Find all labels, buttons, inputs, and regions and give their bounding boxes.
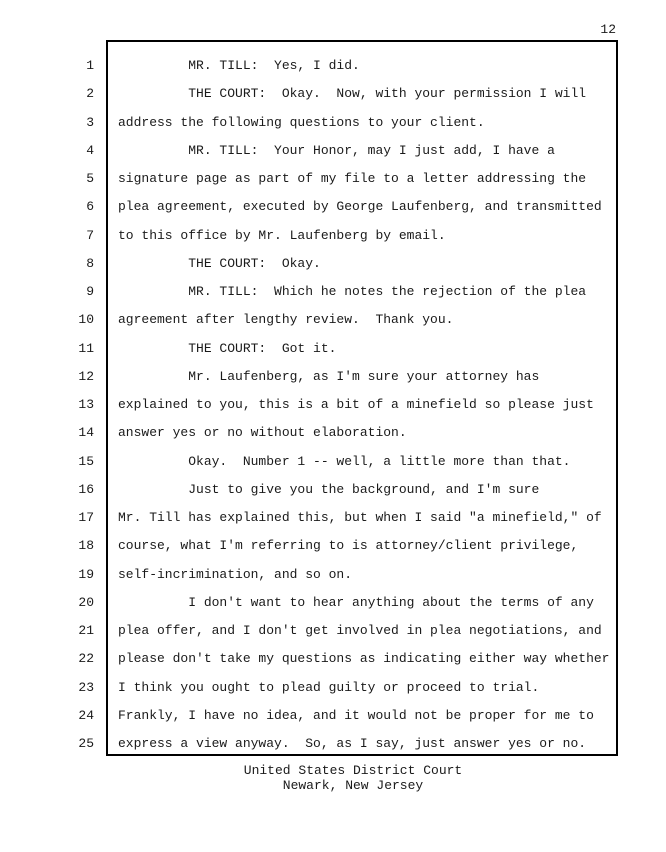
line-number: 2 bbox=[86, 86, 94, 102]
transcript-line bbox=[0, 504, 666, 532]
line-number: 17 bbox=[78, 510, 94, 525]
transcript-line bbox=[0, 448, 666, 476]
transcript-line bbox=[0, 193, 666, 221]
transcript-line bbox=[0, 674, 666, 702]
page-number: 12 bbox=[600, 22, 616, 37]
line-number: 3 bbox=[86, 114, 94, 130]
line-number: 16 bbox=[78, 481, 94, 497]
line-number: 10 bbox=[78, 312, 94, 328]
line-number: 23 bbox=[78, 679, 94, 695]
transcript-body bbox=[0, 52, 666, 758]
line-number: 21 bbox=[78, 623, 94, 638]
line-text: please don't take my questions as indicating either way whether bbox=[118, 651, 610, 667]
line-text: explained to you, this is a bit of a minefield so please just bbox=[118, 397, 594, 412]
line-text: Mr. Laufenberg, as I'm sure your attorney has bbox=[118, 368, 540, 384]
line-text: express a view anyway. So, as I say, just answer yes or no. bbox=[118, 736, 587, 751]
line-number: 9 bbox=[86, 284, 94, 299]
transcript-line bbox=[0, 80, 666, 108]
line-number: 5 bbox=[86, 171, 94, 186]
footer-court-name: United States District Court bbox=[243, 763, 463, 778]
line-text: MR. TILL: Yes, I did. bbox=[118, 58, 360, 73]
transcript-line bbox=[0, 617, 666, 645]
transcript-line bbox=[0, 52, 666, 80]
transcript-line bbox=[0, 165, 666, 193]
footer-location: Newark, New Jersey bbox=[282, 778, 424, 793]
line-text: course, what I'm referring to is attorney/client privilege, bbox=[118, 538, 579, 554]
line-text: THE COURT: Okay. Now, with your permission I will bbox=[118, 86, 587, 102]
transcript-line bbox=[0, 561, 666, 589]
transcript-line bbox=[0, 476, 666, 504]
line-text: I think you ought to plead guilty or proceed to trial. bbox=[118, 679, 540, 695]
line-text: answer yes or no without elaboration. bbox=[118, 425, 407, 441]
line-number: 14 bbox=[78, 425, 94, 441]
line-text: address the following questions to your client. bbox=[118, 114, 485, 130]
transcript-line bbox=[0, 363, 666, 391]
line-number: 1 bbox=[86, 58, 94, 73]
line-text: self-incrimination, and so on. bbox=[118, 566, 353, 582]
line-text: to this office by Mr. Laufenberg by email. bbox=[118, 227, 446, 243]
transcript-line bbox=[0, 532, 666, 560]
line-text: I don't want to hear anything about the terms of any bbox=[118, 594, 594, 610]
line-text: THE COURT: Got it. bbox=[118, 340, 337, 356]
transcript-line bbox=[0, 137, 666, 165]
transcript-line bbox=[0, 109, 666, 137]
transcript-line bbox=[0, 306, 666, 334]
transcript-line bbox=[0, 589, 666, 617]
line-text: Okay. Number 1 -- well, a little more than that. bbox=[118, 453, 571, 469]
line-text: plea offer, and I don't get involved in plea negotiations, and bbox=[118, 623, 602, 638]
line-text: MR. TILL: Which he notes the rejection of the plea bbox=[118, 284, 587, 299]
line-number: 4 bbox=[86, 142, 94, 158]
transcript-line bbox=[0, 702, 666, 730]
line-number: 18 bbox=[78, 538, 94, 554]
transcript-line bbox=[0, 278, 666, 306]
transcript-line bbox=[0, 222, 666, 250]
transcript-line bbox=[0, 391, 666, 419]
line-number: 11 bbox=[78, 340, 94, 356]
line-number: 22 bbox=[78, 651, 94, 667]
line-text: plea agreement, executed by George Laufenberg, and transmitted bbox=[118, 199, 602, 215]
line-number: 12 bbox=[78, 368, 94, 384]
transcript-line bbox=[0, 250, 666, 278]
line-number: 19 bbox=[78, 566, 94, 582]
footer bbox=[0, 763, 666, 793]
transcript-line bbox=[0, 335, 666, 363]
transcript-line bbox=[0, 419, 666, 447]
line-text: MR. TILL: Your Honor, may I just add, I have a bbox=[118, 142, 555, 158]
line-number: 20 bbox=[78, 594, 94, 610]
line-number: 8 bbox=[86, 255, 94, 271]
line-text: THE COURT: Okay. bbox=[118, 255, 321, 271]
line-number: 15 bbox=[78, 453, 94, 469]
line-number: 6 bbox=[86, 199, 94, 215]
line-text: Just to give you the background, and I'm sure bbox=[118, 481, 540, 497]
line-text: agreement after lengthy review. Thank you. bbox=[118, 312, 454, 328]
line-number: 25 bbox=[78, 736, 94, 751]
transcript-line bbox=[0, 730, 666, 758]
line-number: 7 bbox=[86, 227, 94, 243]
line-text: signature page as part of my file to a letter addressing the bbox=[118, 171, 587, 186]
line-text: Frankly, I have no idea, and it would not be proper for me to bbox=[118, 707, 594, 723]
line-number: 13 bbox=[78, 397, 94, 412]
transcript-line bbox=[0, 645, 666, 673]
line-number: 24 bbox=[78, 707, 94, 723]
line-text: Mr. Till has explained this, but when I said "a minefield," of bbox=[118, 510, 602, 525]
